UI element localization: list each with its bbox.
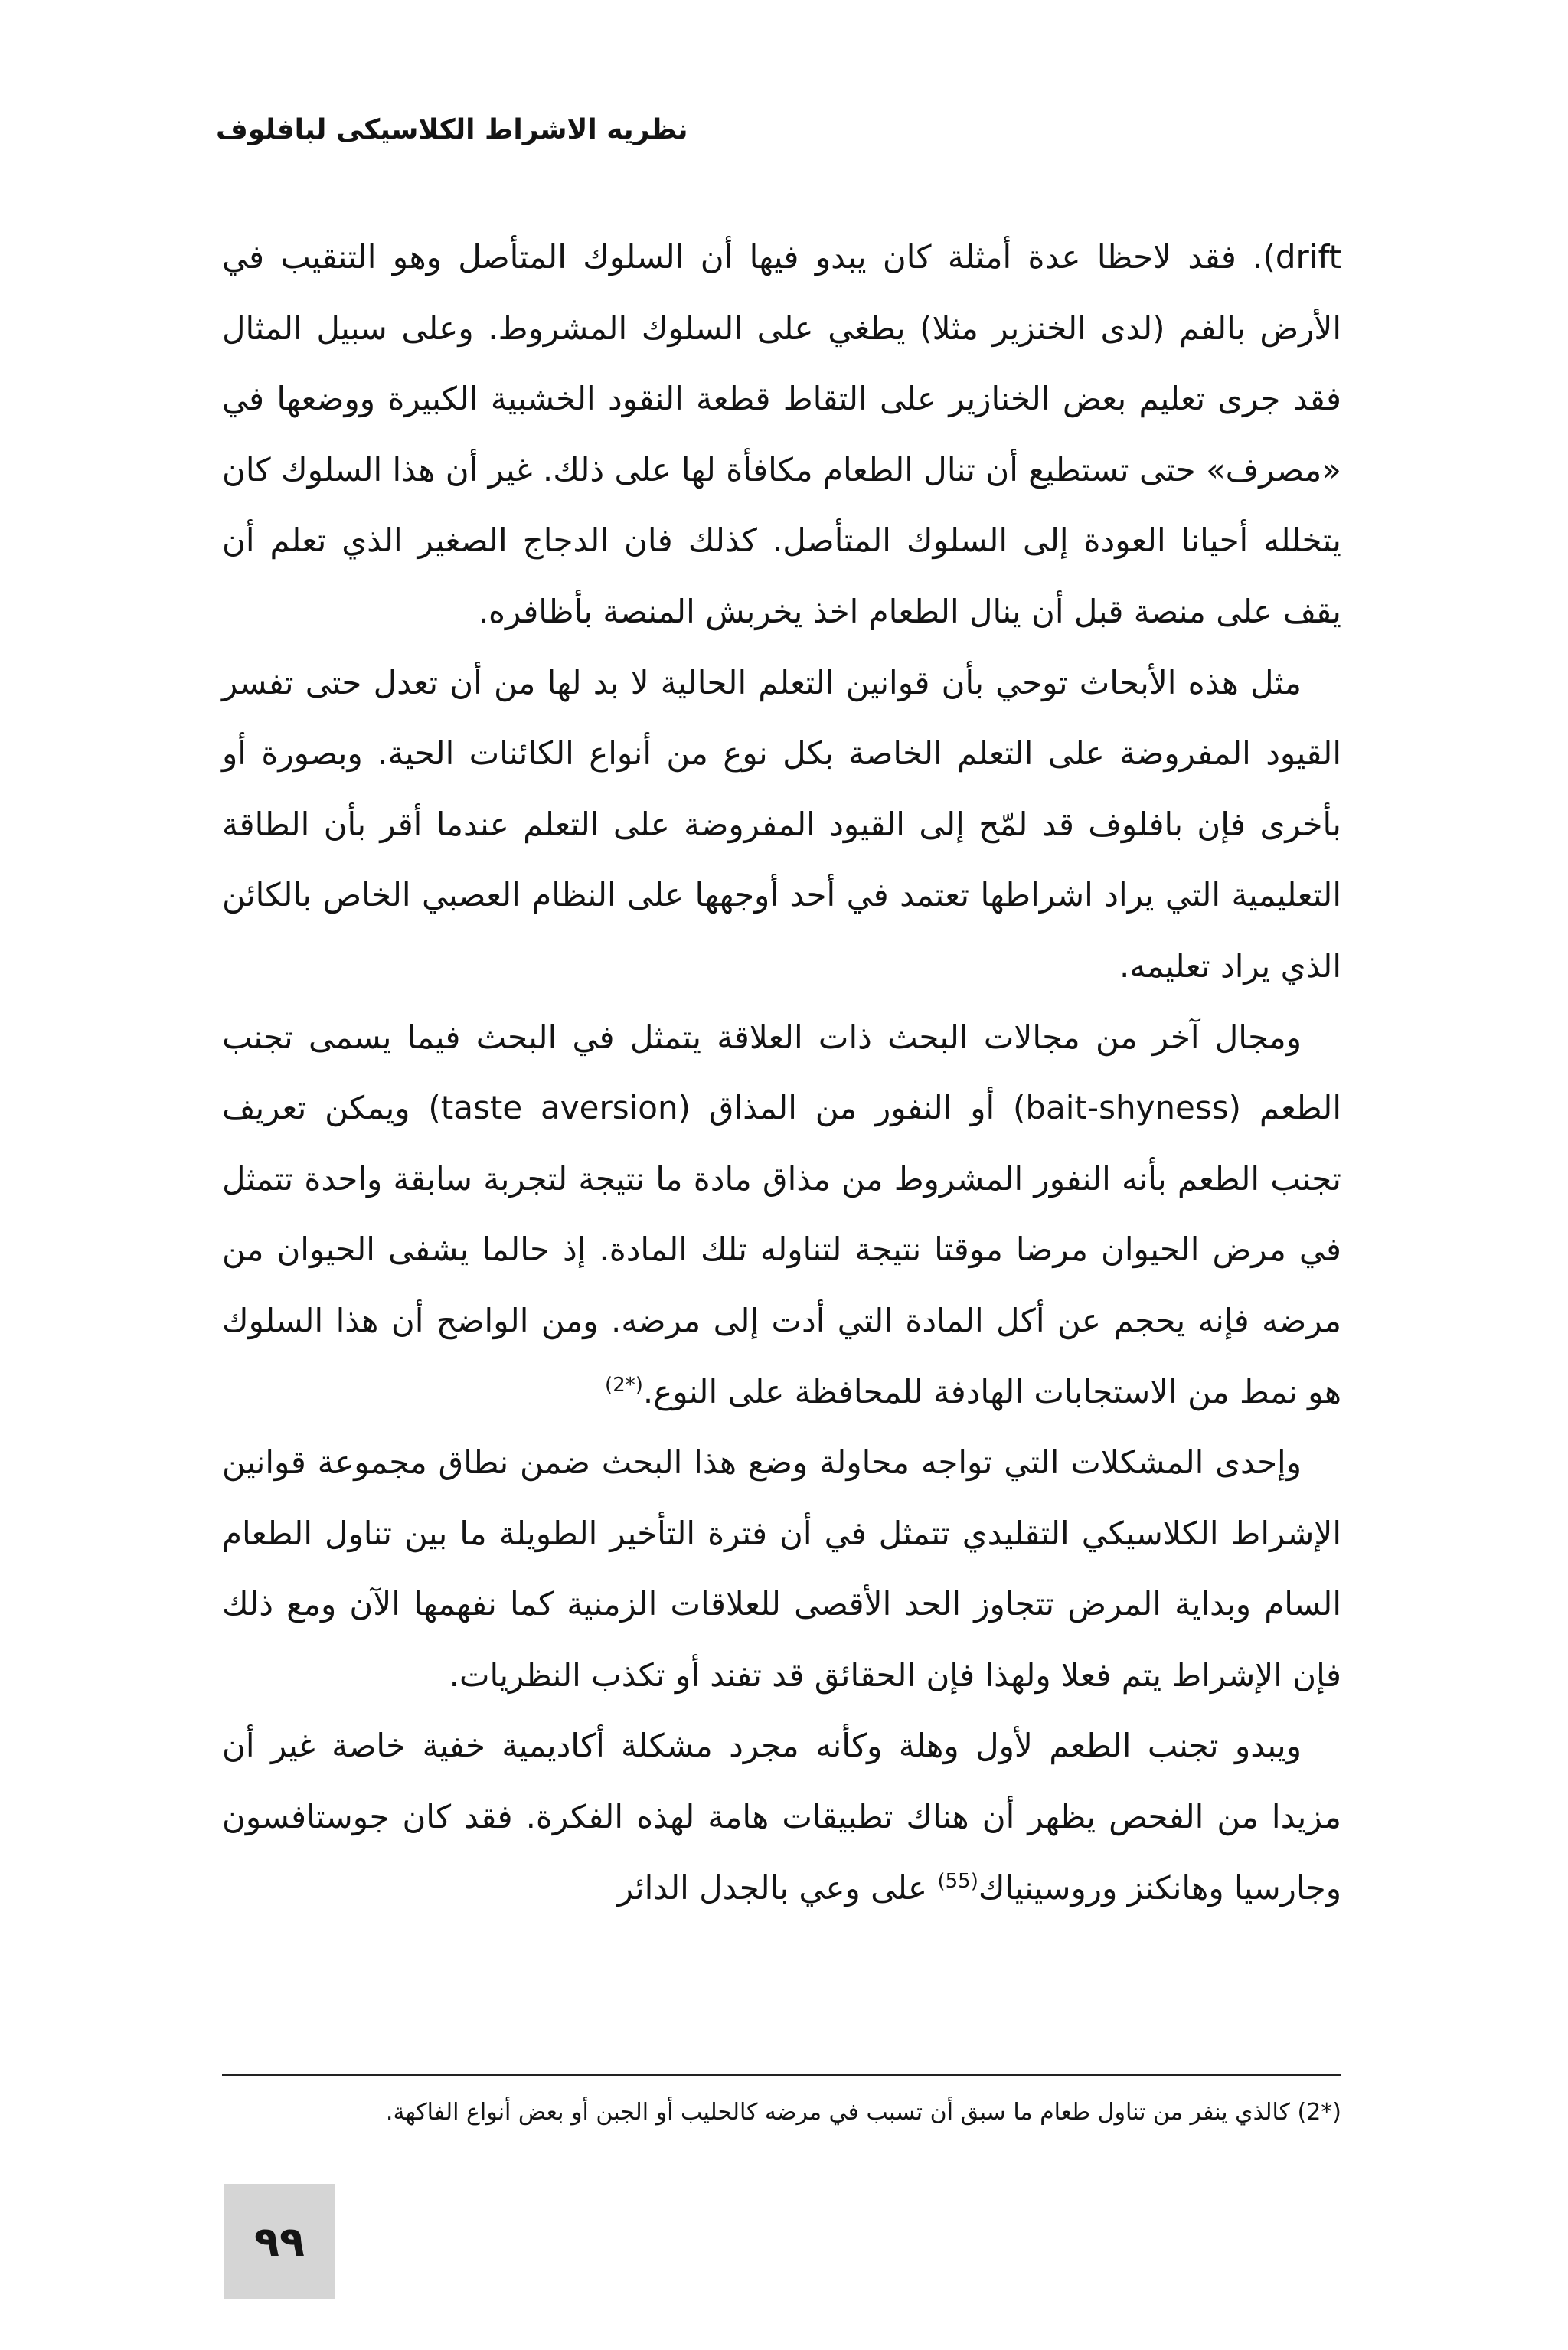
paragraph-applications-tail: على وعي بالجدل الدائر xyxy=(617,1868,938,1907)
paragraph-bait-shyness-text: ومجال آخر من مجالات البحث ذات العلاقة يتمثل في البحث فيما يسمى تجنب الطعم (bait-shyness) أو النفور من المذاق (taste aversion) ويمكن تعريف تجنب الطعم بأنه النفور المشروط من مذاق مادة ما نتيجة لتجربة سابقة واحدة تتمثل في مرض الحيوان مرضا موقتا نتيجة لتناوله تلك المادة. إذ حالما يشفى الحيوان من مرضه فإنه يحجم عن أكل المادة التي أدت إلى مرضه. ومن الواضح أن هذا السلوك هو نمط من الاستجابات الهادفة للمحافظة على النوع. xyxy=(222,1018,1342,1410)
paragraph-learning-laws: مثل هذه الأبحاث توحي بأن قوانين التعلم الحالية لا بد لها من أن تعدل حتى تفسر القيود المفروضة على التعلم الخاصة بكل نوع من أنواع الكائنات الحية. وبصورة أو بأخرى فإن بافلوف قد لمّح إلى القيود المفروضة على التعلم عندما أقر بأن الطاقة التعليمية التي يراد اشراطها تعتمد في أحد أوجهها على النظام العصبي الخاص بالكائن الذي يراد تعليمه. xyxy=(222,663,1341,985)
page-number-box xyxy=(224,2184,335,2299)
paragraph-applications-text: ويبدو تجنب الطعم لأول وهلة وكأنه مجرد مشكلة أكاديمية خفية خاصة غير أن مزيدا من الفحص يظهر أن هناك تطبيقات هامة لهذه الفكرة. فقد كان جوستافسون وجارسيا وهانكنز وروسينياك xyxy=(222,1727,1341,1907)
footnote-separator xyxy=(222,2074,1341,2076)
footnote-text: (*2) كالذي ينفر من تناول طعام ما سبق أن تسبب في مرضه كالحليب أو الجبن أو بعض أنواع الفاكهة. xyxy=(385,2099,1341,2126)
paragraph-conditioning-problem: وإحدى المشكلات التي تواجه محاولة وضع هذا البحث ضمن نطاق مجموعة قوانين الإشراط الكلاسيكي التقليدي تتمثل في أن فترة التأخير الطويلة ما بين تناول الطعام السام وبداية المرض تتجاوز الحد الأقصى للعلاقات الزمنية كما نفهمها الآن ومع ذلك فإن الإشراط يتم فعلا ولهذا فإن الحقائق قد تفند أو تكذب النظريات. xyxy=(222,1443,1341,1694)
body-text xyxy=(222,222,1341,1923)
paragraph-drift-continuation: drift). فقد لاحظا عدة أمثلة كان يبدو فيها أن السلوك المتأصل وهو التنقيب في الأرض بالفم (لدى الخنزير مثلا) يطغي على السلوك المشروط. وعلى سبيل المثال فقد جرى تعليم بعض الخنازير على التقاط قطعة النقود الخشبية الكبيرة ووضعها في «مصرف» حتى تستطيع أن تنال الطعام مكافأة لها على ذلك. غير أن هذا السلوك كان يتخلله أحيانا العودة إلى السلوك المتأصل. كذلك فان الدجاج الصغير الذي تعلم أن يقف على منصة قبل أن ينال الطعام اخذ يخربش المنصة بأظافره. xyxy=(222,238,1341,630)
running-header-title: نظريه الاشراط الكلاسيكى لبافلوف xyxy=(216,114,688,145)
paragraph-applications xyxy=(222,1711,1341,1923)
paragraph-bait-shyness xyxy=(222,1002,1341,1428)
citation-reference-55: (55) xyxy=(937,1869,978,1893)
footnote-reference-2: (*2) xyxy=(605,1373,643,1397)
page-number: ٩٩ xyxy=(254,2217,305,2266)
